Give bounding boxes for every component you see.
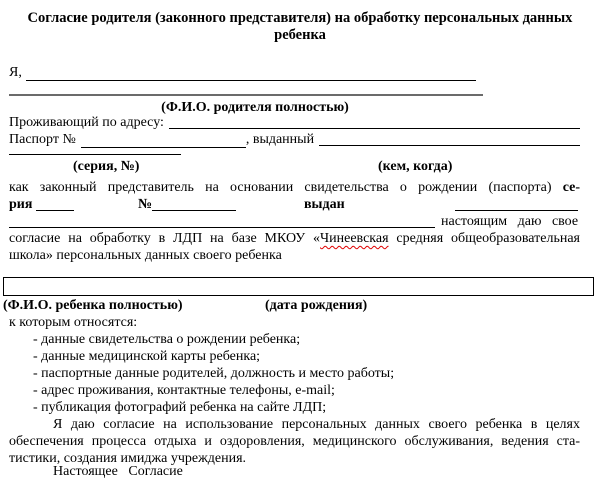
parent-name-prefix: Я, bbox=[9, 65, 22, 80]
child-fio-caption: (Ф.И.О. ребенка полностью) bbox=[3, 298, 183, 313]
address-blank bbox=[169, 115, 580, 129]
passport-issued-label: , выданный bbox=[245, 132, 315, 147]
data-list-intro: к которым относятся: bbox=[9, 315, 138, 330]
school-line2: школа» персональных данных своего ребенка bbox=[9, 248, 282, 263]
passport-series-blank bbox=[9, 141, 181, 155]
list-item: - паспортные данные родителей, должность и место работы; bbox=[33, 366, 395, 381]
child-dob-caption: (дата рождения) bbox=[265, 298, 368, 313]
document-title-line1: Согласие родителя (законного представителя) на обработку персональных данных bbox=[27, 10, 573, 26]
list-item: - адрес проживания, контактные телефоны, e-mail; bbox=[33, 383, 335, 398]
representative-line1-hyphen: се- bbox=[562, 180, 581, 195]
issued-blank bbox=[455, 197, 578, 211]
document-title-line2: ребенка bbox=[274, 27, 326, 43]
list-item: - данные медицинской карты ребенка; bbox=[33, 349, 261, 364]
child-name-field-box bbox=[3, 277, 594, 296]
seriya-word: рия bbox=[9, 197, 33, 212]
school-line1 bbox=[9, 230, 580, 247]
consent-paragraph-line3: тистики, создания имиджа учреждения. bbox=[9, 451, 247, 466]
list-item: - данные свидетельства о рождении ребенка; bbox=[33, 332, 301, 347]
consent-intro-row bbox=[9, 213, 580, 230]
passport-by-when-caption: (кем, когда) bbox=[378, 159, 453, 174]
consent-paragraph-line2: обеспечения процесса отдыха и оздоровления, медицинского обслуживания, ведения ста- bbox=[9, 434, 580, 449]
school-name-misspelled: Чинеевская bbox=[320, 231, 389, 246]
issued-word: выдан bbox=[304, 197, 345, 212]
school-line1-before: согласие на обработку в ЛДП на базе МКОУ « bbox=[9, 231, 321, 246]
school-line1-after: средняя общеобразовательная bbox=[396, 231, 580, 246]
passport-series-caption: (серия, №) bbox=[73, 159, 140, 174]
seriya-blank bbox=[36, 197, 74, 211]
passport-issued-blank bbox=[319, 132, 580, 146]
issued-blank-continuation bbox=[9, 214, 435, 228]
address-row bbox=[9, 114, 580, 131]
passport-captions-row bbox=[9, 158, 580, 175]
representative-line1 bbox=[9, 179, 580, 196]
consent-paragraph-line1: Я даю согласие на использование персональных данных своего ребенка в целях bbox=[53, 417, 580, 432]
consent-intro-tail: настоящим даю свое bbox=[441, 214, 579, 229]
birth-certificate-row bbox=[9, 196, 580, 213]
cutoff-bottom-line: Настоящее Согласие bbox=[53, 464, 183, 479]
number-word: № bbox=[138, 197, 153, 212]
representative-line1-text: как законный представитель на основании свидетельства о рождении (паспорта) bbox=[9, 180, 552, 195]
parent-name-blank bbox=[26, 67, 476, 81]
parent-name-blank-second-line bbox=[9, 81, 483, 96]
list-item: - публикация фотографий ребенка на сайте ЛДП; bbox=[33, 400, 327, 415]
parent-name-row bbox=[9, 64, 580, 81]
address-label: Проживающий по адресу: bbox=[9, 115, 164, 130]
number-blank bbox=[152, 197, 236, 211]
parent-name-caption: (Ф.И.О. родителя полностью) bbox=[161, 100, 349, 115]
child-captions-row bbox=[0, 297, 580, 314]
passport-label: Паспорт № bbox=[9, 132, 76, 147]
